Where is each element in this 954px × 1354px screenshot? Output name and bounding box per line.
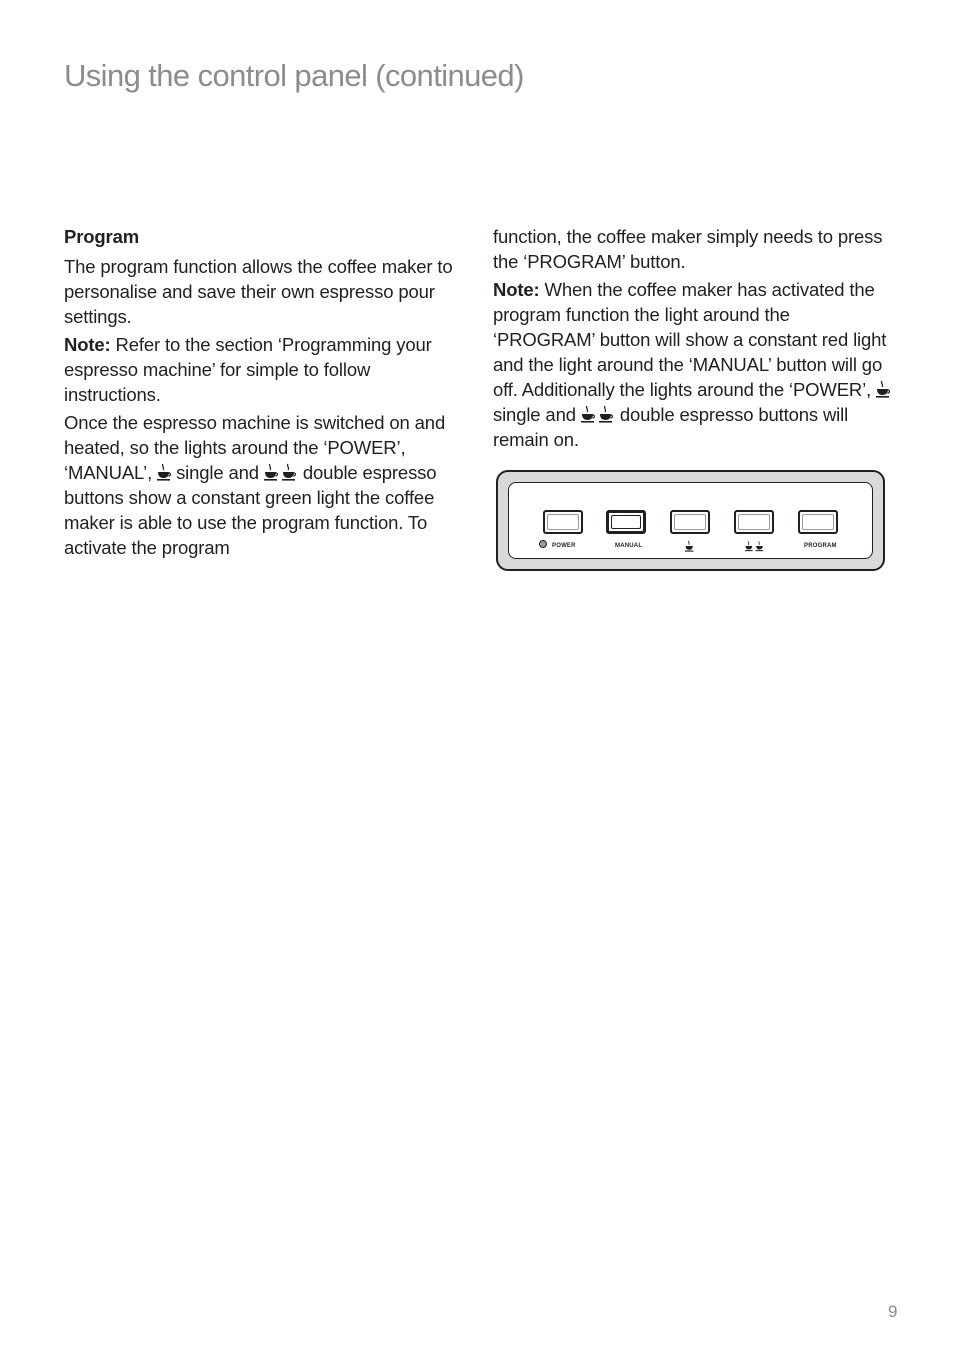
single-cup-icon <box>876 380 890 398</box>
note-label: Note: <box>64 334 111 355</box>
note-label-2: Note: <box>493 279 540 300</box>
activation-text-a: Once the espresso machine is switched on and heated, so the lights around the ‘POWER’, ‘MANUAL’, <box>64 412 446 483</box>
double-cup-icon <box>745 539 765 557</box>
left-column <box>64 224 464 563</box>
note-text-c: double espresso buttons will remain on. <box>493 404 849 450</box>
page-number: 9 <box>888 1302 898 1321</box>
note-text-b: single and <box>493 404 581 425</box>
manual-button <box>606 510 646 534</box>
note-paragraph <box>64 332 464 407</box>
activation-text-b: single and <box>171 462 264 483</box>
power-indicator-light <box>539 540 547 548</box>
double-cup-icon <box>581 405 615 423</box>
power-button <box>543 510 583 534</box>
double-cup-icon <box>264 463 298 481</box>
power-label: POWER <box>552 543 576 549</box>
control-panel-illustration <box>496 470 885 571</box>
note-text: Refer to the section ‘Programming your espresso machine’ for simple to follow instructions. <box>64 334 432 405</box>
manual-label: MANUAL <box>615 543 643 549</box>
note-paragraph-2 <box>493 277 893 452</box>
page-title: Using the control panel (continued) <box>64 58 524 93</box>
control-panel-face <box>508 482 873 559</box>
right-column <box>493 224 893 455</box>
single-espresso-button <box>670 510 710 534</box>
program-button <box>798 510 838 534</box>
double-espresso-button <box>734 510 774 534</box>
activation-paragraph <box>64 410 464 560</box>
continuation-paragraph: function, the coffee maker simply needs to press the ‘PROGRAM’ button. <box>493 226 883 272</box>
single-cup-icon <box>685 539 694 557</box>
note-text-a: When the coffee maker has activated the program function the light around the ‘PROGRAM’ button will show a constant red light and the light around the ‘MANUAL’ button will go off. Additionally the lights around the ‘POWER’, <box>493 279 887 400</box>
single-cup-icon <box>157 463 171 481</box>
section-heading-program: Program <box>64 226 140 247</box>
program-label: PROGRAM <box>804 543 837 549</box>
activation-text-c: double espresso buttons show a constant green light the coffee maker is able to use the program function. To activate the program <box>64 462 437 558</box>
program-intro-paragraph: The program function allows the coffee maker to personalise and save their own espresso pour settings. <box>64 256 453 327</box>
